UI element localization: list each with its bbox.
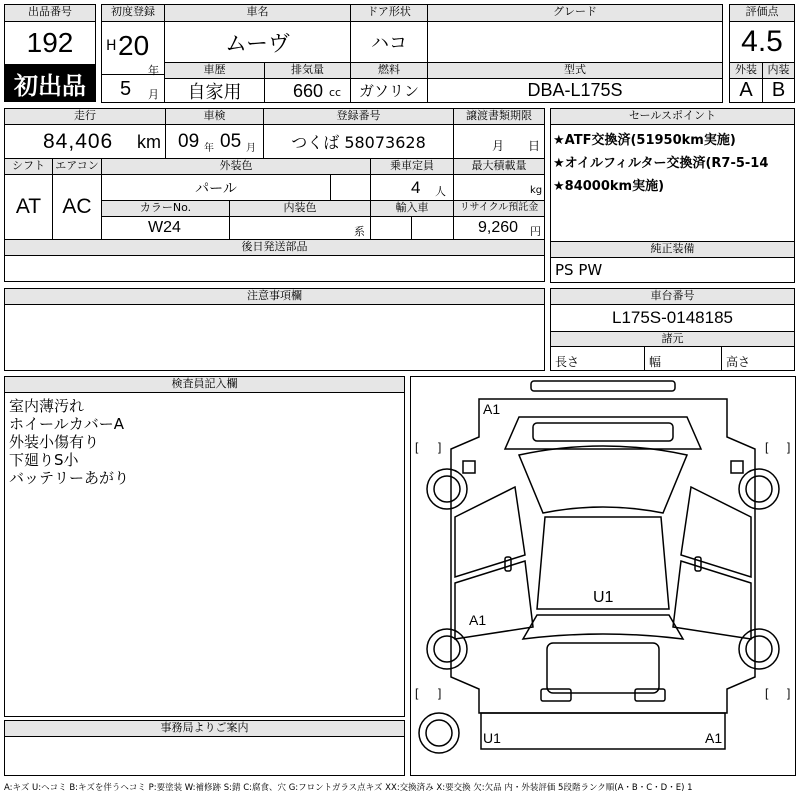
score-label: 評価点	[729, 4, 795, 22]
car-name-label: 車名	[164, 4, 351, 22]
ext-color-value: パール	[195, 180, 237, 197]
equipment-value: PS PW	[555, 261, 603, 279]
int-color-suffix: 系	[354, 225, 365, 238]
legend-text: A:キズ U:ヘコミ B:キズを伴うヘコミ P:要塗装 W:補修跡 S:錆 C:腐食、穴 G:フロントガラス点キズ XX:交換済み X:要交換 欠:欠品 内・外装評価 5段階ランク順(A・B・C・D・E) 1	[4, 783, 693, 793]
first-registration-box	[101, 21, 165, 103]
door-value: ハコ	[350, 21, 428, 63]
mileage-box	[4, 124, 166, 159]
sales-point-line: ★84000km実施)	[553, 179, 665, 194]
displacement-value: 660	[293, 81, 324, 101]
svg-text:[: [	[765, 686, 769, 700]
svg-text:]: ]	[438, 440, 442, 454]
recycle-value: 9,260	[478, 219, 519, 236]
inspector-line: バッテリーあがり	[9, 469, 130, 487]
max-load-box	[453, 174, 545, 201]
later-parts-label: 後日発送部品	[4, 239, 545, 256]
chassis-label: 車台番号	[550, 288, 795, 305]
ext-color-box	[101, 174, 331, 201]
damage-mark: A1	[483, 401, 501, 417]
recycle-box	[453, 216, 545, 240]
capacity-box	[370, 174, 454, 201]
equipment-label: 純正装備	[550, 241, 795, 258]
svg-text:]: ]	[787, 440, 791, 454]
inspection-year-unit: 年	[204, 143, 214, 154]
int-color-box	[229, 216, 371, 240]
svg-text:[: [	[415, 440, 419, 454]
displacement-unit: cc	[329, 86, 342, 99]
width-label: 幅	[649, 355, 662, 369]
equipment-box	[550, 257, 795, 283]
first-listing-badge: 初出品	[4, 64, 96, 102]
capacity-value: 4	[411, 178, 421, 197]
registration-month: 5	[120, 78, 132, 100]
damage-mark: U1	[483, 730, 501, 746]
damage-mark: U1	[593, 589, 614, 606]
score-value: 4.5	[729, 21, 795, 63]
month-unit: 月	[148, 88, 159, 101]
recycle-label: リサイクル預託金	[453, 200, 545, 217]
lot-number: 192	[26, 27, 74, 58]
svg-text:[: [	[415, 686, 419, 700]
grade-label: グレード	[427, 4, 723, 22]
car-diagram-svg	[411, 377, 795, 775]
fuel-value: ガソリン	[350, 78, 428, 103]
transfer-label: 譲渡書類期限	[453, 108, 545, 125]
inspection-label: 車検	[165, 108, 264, 125]
inspector-line: 下廻りS小	[9, 451, 79, 469]
sales-points-box	[550, 124, 795, 242]
interior-grade-label: 内装	[762, 62, 795, 79]
height-label: 高さ	[726, 355, 751, 369]
inspection-month-unit: 月	[246, 143, 256, 154]
ext-color-spare	[330, 174, 371, 201]
import-box-1	[370, 216, 412, 240]
first-registration-label: 初度登録	[101, 4, 165, 22]
mileage-value: 84,406	[43, 130, 114, 153]
damage-mark: A1	[705, 730, 723, 746]
transfer-day-unit: 日	[528, 139, 541, 153]
aircon-label: エアコン	[52, 158, 102, 175]
office-label: 事務局よりご案内	[4, 720, 405, 737]
mileage-label: 走行	[4, 108, 166, 125]
svg-text:]: ]	[787, 686, 791, 700]
notes-value	[4, 304, 545, 371]
registration-label: 登録番号	[263, 108, 454, 125]
later-parts-value	[4, 255, 545, 282]
inspector-label: 検査員記入欄	[4, 376, 405, 393]
history-label: 車歴	[164, 62, 265, 79]
color-no-value: W24	[148, 219, 181, 236]
max-load-unit: kg	[530, 185, 543, 196]
height-cell	[721, 346, 795, 371]
import-label: 輸入車	[370, 200, 454, 217]
year-unit: 年	[148, 64, 159, 77]
registration-number: つくば 58073628	[263, 124, 454, 159]
lot-box	[4, 21, 96, 65]
transfer-box	[453, 124, 545, 159]
model-code-label: 型式	[427, 62, 723, 79]
aircon-value: AC	[52, 174, 102, 240]
shift-label: シフト	[4, 158, 53, 175]
sales-points-label: セールスポイント	[550, 108, 795, 125]
chassis-number: L175S-0148185	[550, 304, 795, 332]
displacement-label: 排気量	[264, 62, 351, 79]
model-code: DBA-L175S	[427, 78, 723, 103]
grade-value	[427, 21, 723, 63]
car-name: ムーヴ	[164, 21, 351, 63]
capacity-unit: 人	[435, 185, 446, 198]
damage-mark: A1	[469, 612, 487, 628]
fuel-label: 燃料	[350, 62, 428, 79]
exterior-grade-label: 外装	[729, 62, 763, 79]
registration-year: 20	[118, 30, 150, 61]
dims-label: 諸元	[550, 331, 795, 347]
int-color-label: 内装色	[229, 200, 371, 217]
displacement-box	[264, 78, 351, 103]
inspection-box	[165, 124, 264, 159]
color-no-box	[101, 216, 230, 240]
inspector-line: 室内薄汚れ	[9, 397, 85, 415]
import-box-2	[411, 216, 454, 240]
mileage-unit: km	[137, 132, 161, 152]
capacity-label: 乗車定員	[370, 158, 454, 175]
ext-color-label: 外装色	[101, 158, 371, 175]
color-no-label: カラーNo.	[101, 200, 230, 217]
transfer-month-unit: 月	[492, 139, 505, 153]
exterior-grade: A	[729, 78, 763, 103]
recycle-unit: 円	[530, 225, 541, 238]
inspector-line: 外装小傷有り	[9, 433, 100, 451]
svg-text:[: [	[765, 440, 769, 454]
car-diagram	[410, 376, 796, 776]
inspection-month: 05	[220, 131, 242, 152]
shift-value: AT	[4, 174, 53, 240]
inspection-year: 09	[178, 131, 200, 152]
length-cell	[550, 346, 645, 371]
inspector-box	[4, 392, 405, 717]
width-cell	[644, 346, 722, 371]
lot-label: 出品番号	[4, 4, 96, 22]
history-value: 自家用	[164, 78, 265, 103]
door-label: ドア形状	[350, 4, 428, 22]
sales-point-line: ★オイルフィルター交換済(R7-5-14	[553, 156, 769, 171]
notes-label: 注意事項欄	[4, 288, 545, 305]
era-letter: H	[106, 38, 117, 54]
sales-point-line: ★ATF交換済(51950km実施)	[553, 133, 736, 148]
office-value	[4, 736, 405, 776]
inspector-line: ホイールカバーA	[9, 415, 124, 433]
interior-grade: B	[762, 78, 795, 103]
max-load-label: 最大積載量	[453, 158, 545, 175]
length-label: 長さ	[555, 355, 580, 369]
svg-text:]: ]	[438, 686, 442, 700]
